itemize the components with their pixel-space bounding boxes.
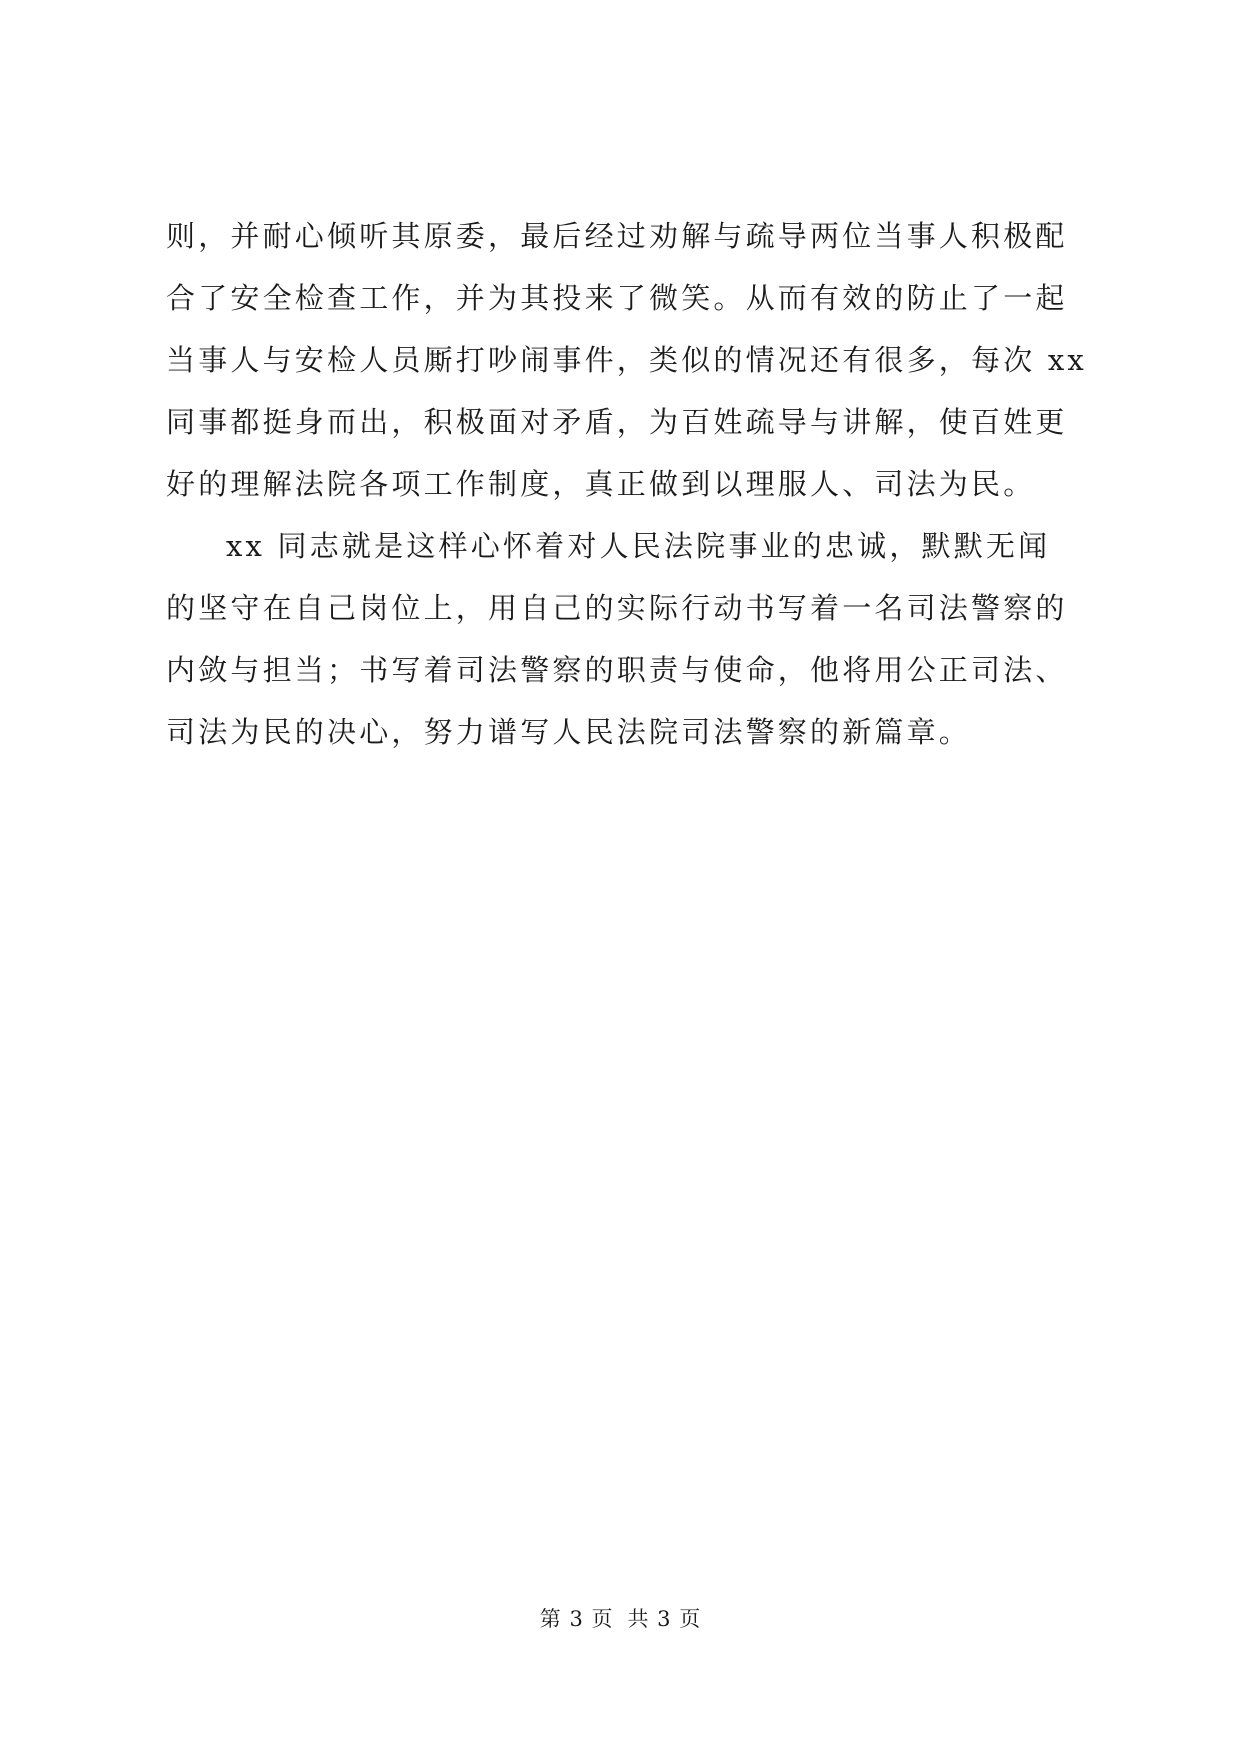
text-line: 好的理解法院各项工作制度，真正做到以理服人、司法为民。 <box>166 467 1036 501</box>
document-body <box>166 205 1086 763</box>
text-line: 司法为民的决心，努力谱写人民法院司法警察的新篇章。 <box>166 715 972 749</box>
page-number-current: 第 3 页 <box>539 1607 614 1631</box>
text-line: 同事都挺身而出，积极面对矛盾，为百姓疏导与讲解，使百姓更 <box>166 405 1068 439</box>
text-line: 当事人与安检人员厮打吵闹事件，类似的情况还有很多，每次 xx <box>166 343 1087 377</box>
text-line: 合了安全检查工作，并为其投来了微笑。从而有效的防止了一起 <box>166 281 1068 315</box>
text-line: xx 同志就是这样心怀着对人民法院事业的忠诚，默默无闻 <box>226 529 1051 563</box>
paragraph-1 <box>166 205 1086 515</box>
paragraph-2 <box>166 515 1086 763</box>
page-number-total: 共 3 页 <box>627 1607 702 1631</box>
text-line: 则，并耐心倾听其原委，最后经过劝解与疏导两位当事人积极配 <box>166 219 1068 253</box>
text-line: 内敛与担当；书写着司法警察的职责与使命，他将用公正司法、 <box>166 653 1068 687</box>
page-footer <box>0 1603 1241 1633</box>
text-line: 的坚守在自己岗位上，用自己的实际行动书写着一名司法警察的 <box>166 591 1068 625</box>
